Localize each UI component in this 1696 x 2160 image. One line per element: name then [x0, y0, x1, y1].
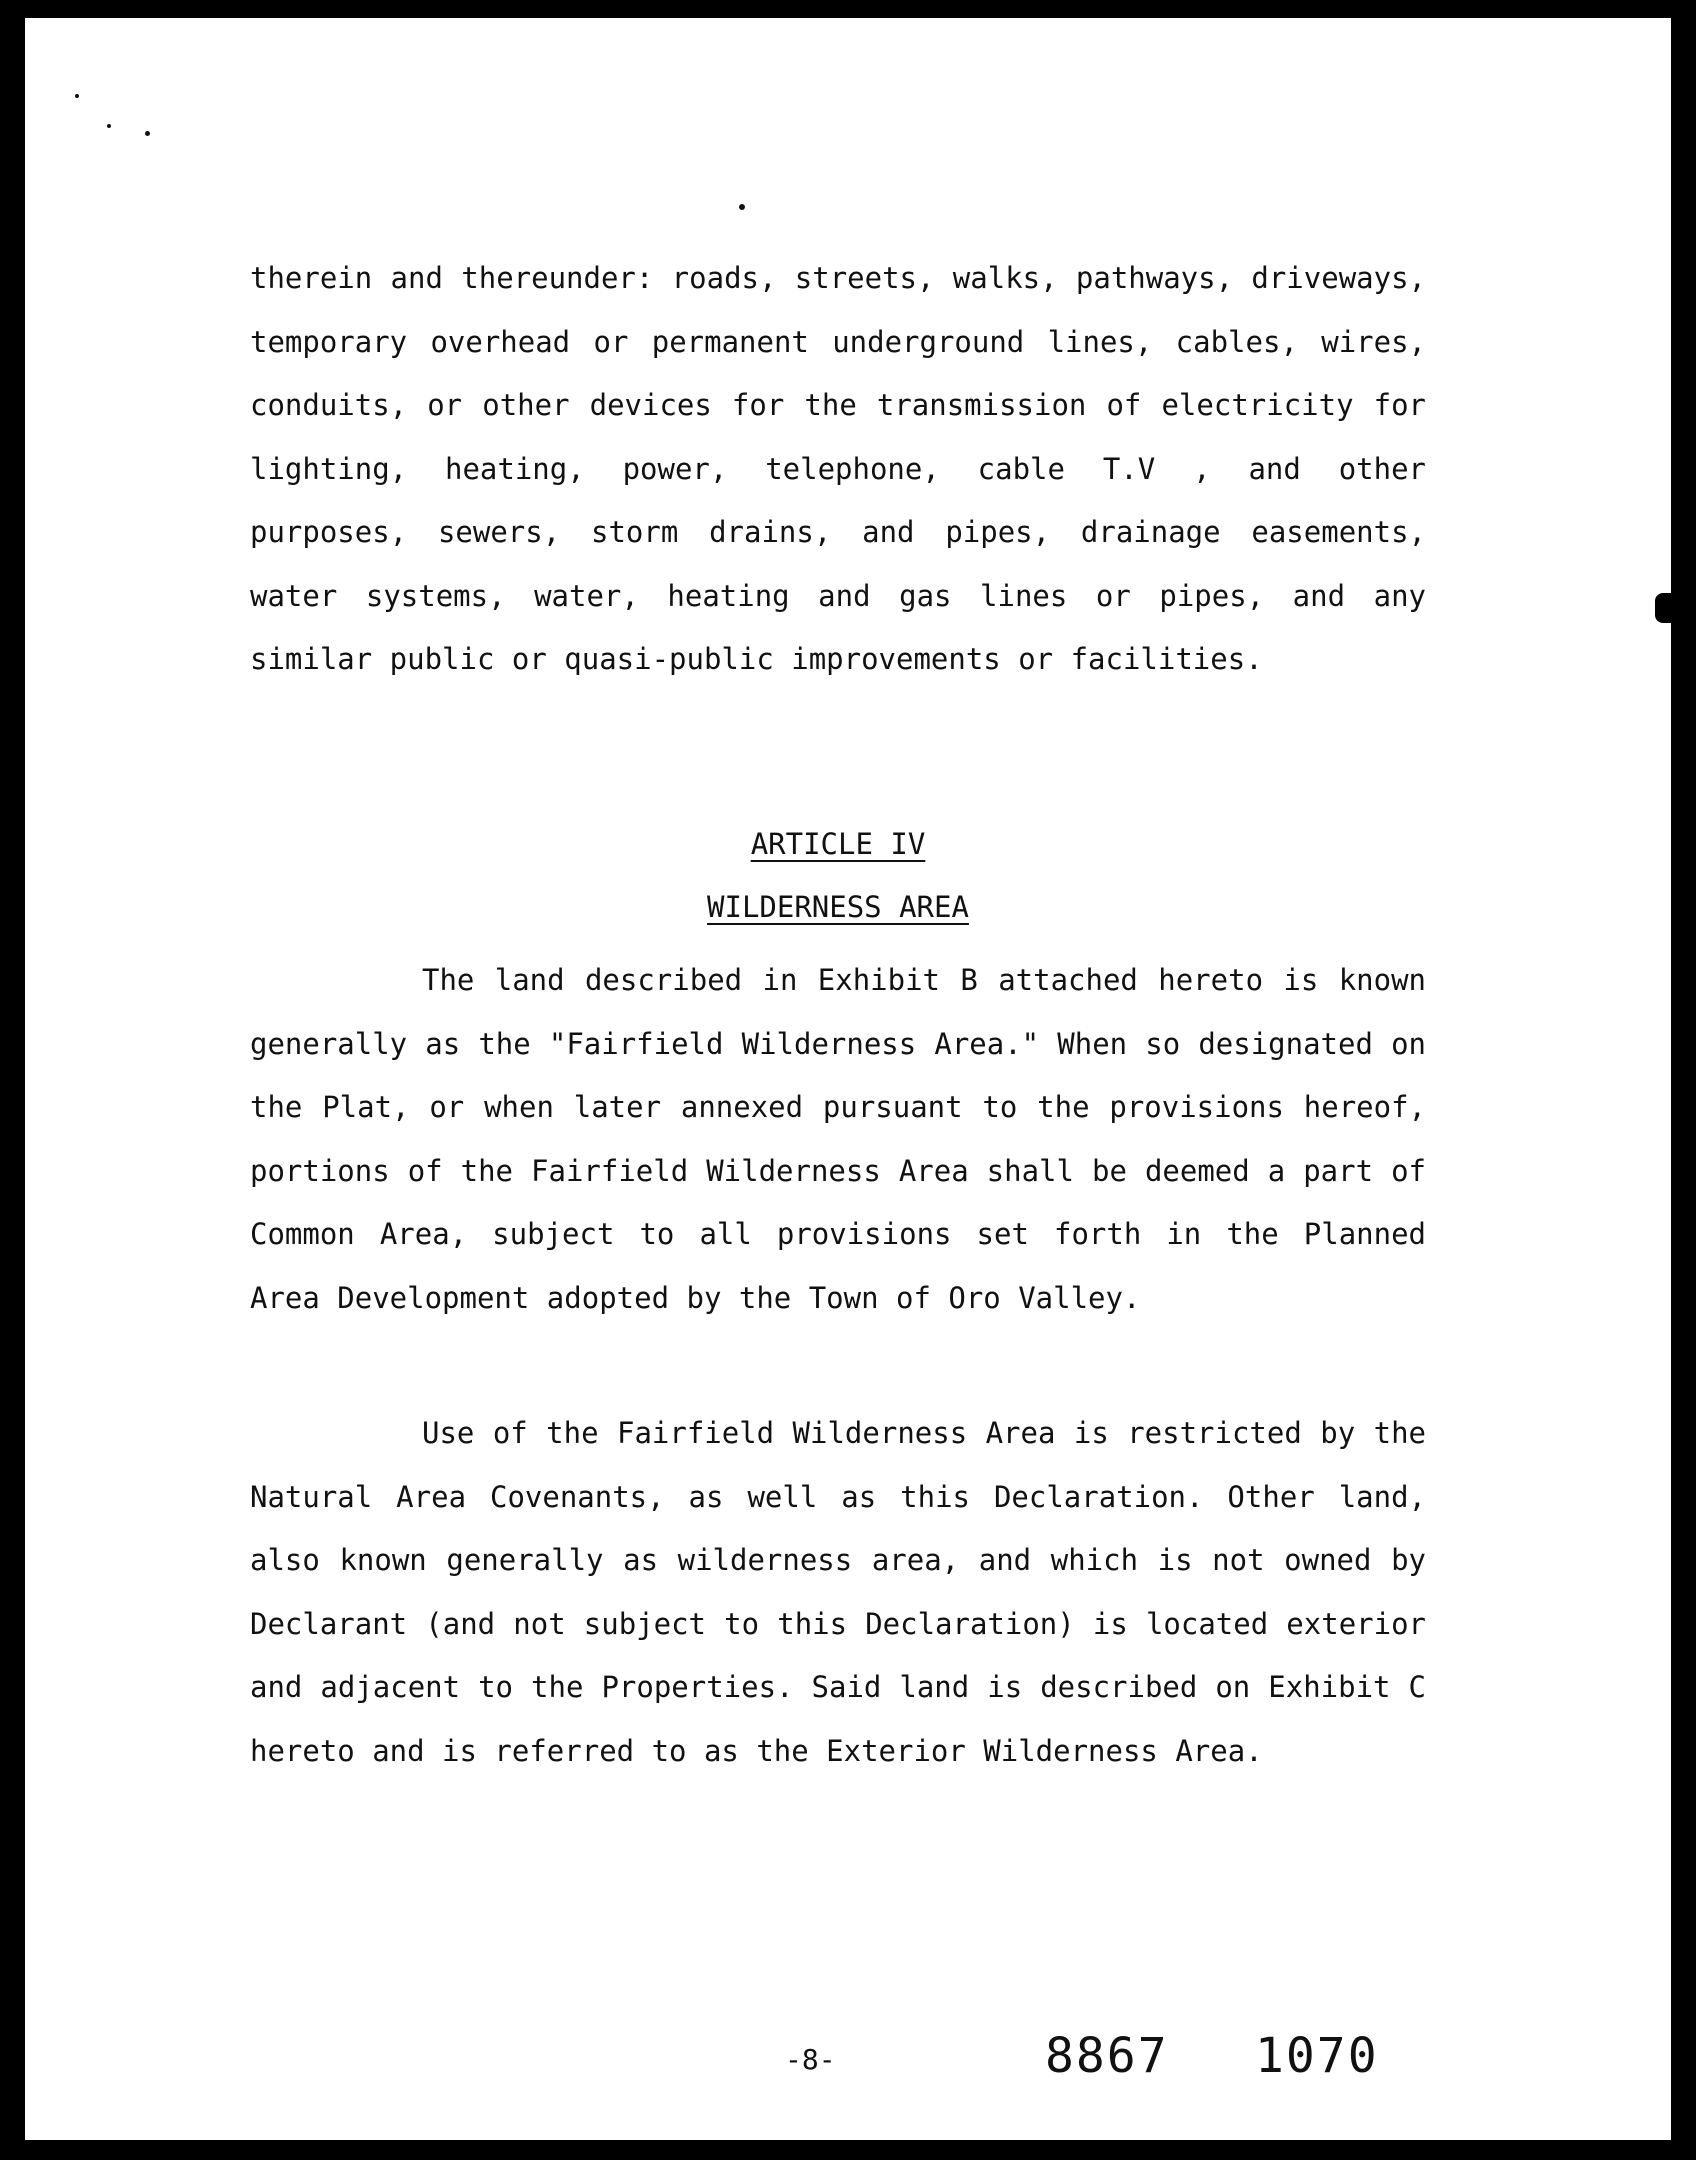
paragraph-wilderness-area-text: The land described in Exhibit B attached hereto is known generally as the "Fairfield Wilderness Area." When so designated on the Plat, or when later annexed pursuant to the provisions hereof, portions of the Fairfield Wilderness Area shall be deemed a part of Common Area, subject to all provisions set forth in the Planned Area Development adopted by the Town of Oro Valley.: [250, 963, 1426, 1315]
page-number: -8-: [785, 2043, 836, 2076]
scan-speck: [107, 124, 111, 128]
scan-speck: [739, 204, 745, 210]
scan-speck: [75, 94, 79, 98]
scan-speck: [145, 131, 150, 136]
paragraph-easements: therein and thereunder: roads, streets, walks, pathways, driveways, temporary overhead or permanent underground lines, cables, wires, conduits, or other devices for the transmission of electricity for lighting, heating, power, telephone, cable T.V , and other purposes, sewers, storm drains, and pipes, drainage easements, water systems, water, heating and gas lines or pipes, and any similar public or quasi-public improvements or facilities.: [250, 261, 1426, 676]
document-page: [25, 18, 1671, 2140]
paragraph-wilderness-area: [250, 949, 1426, 1330]
paragraph-wilderness-use: [250, 1402, 1426, 1783]
recording-book-number: 8867: [1045, 2028, 1169, 2084]
article-heading: ARTICLE IV: [750, 827, 926, 861]
scan-edge-mark: [1655, 593, 1671, 623]
recording-page-number: 1070: [1255, 2028, 1379, 2084]
section-heading: WILDERNESS AREA: [707, 890, 969, 924]
paragraph-wilderness-use-text: Use of the Fairfield Wilderness Area is restricted by the Natural Area Covenants, as well as this Declaration. Other land, also known generally as wilderness area, and which is not owned by Declarant (and not subject to this Declaration) is located exterior and adjacent to the Properties. Said land is described on Exhibit C hereto and is referred to as the Exterior Wilderness Area.: [250, 1416, 1426, 1768]
